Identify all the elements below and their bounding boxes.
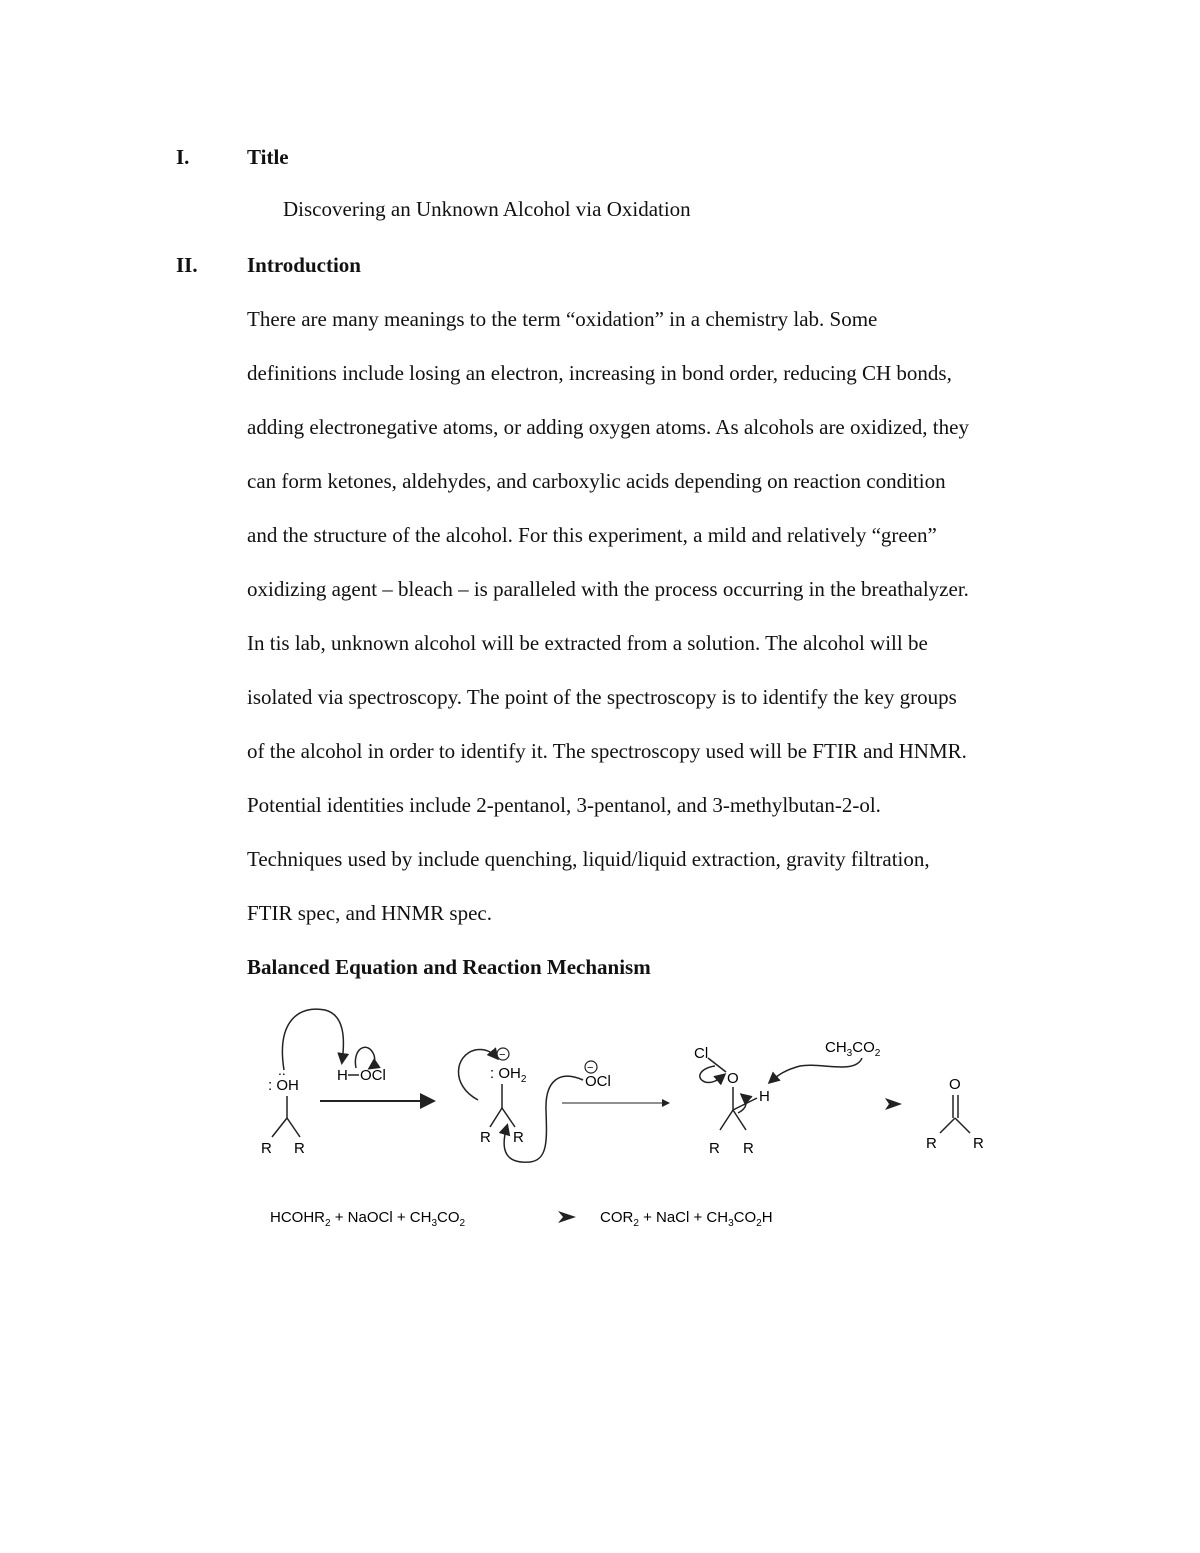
curved-arrow-bond-break bbox=[355, 1047, 374, 1068]
paragraph-line: of the alcohol in order to identify it. The spectroscopy used will be FTIR and HNMR. bbox=[247, 739, 967, 763]
curved-arrow-nucleophile bbox=[504, 1076, 583, 1162]
section-numeral-1: I. bbox=[176, 145, 190, 169]
charge-symbol: − bbox=[499, 1049, 506, 1061]
c-r-bond-right bbox=[287, 1118, 300, 1137]
equation-arrowhead bbox=[558, 1211, 576, 1223]
o-cl-bond bbox=[708, 1058, 726, 1072]
section-heading-introduction: Introduction bbox=[247, 253, 361, 277]
r-group-label: R bbox=[709, 1140, 720, 1157]
r-group-label: R bbox=[513, 1129, 524, 1146]
equation-products: $COR_2$ + NaCl + $CH_3CO_2H$ bbox=[600, 1209, 773, 1229]
mechanism-heading: Balanced Equation and Reaction Mechanism bbox=[247, 955, 651, 979]
reaction-arrowhead bbox=[885, 1098, 902, 1110]
document-subtitle: Discovering an Unknown Alcohol via Oxidation bbox=[283, 197, 691, 221]
r-group-label: R bbox=[261, 1140, 272, 1157]
hypochlorite-label: OCl bbox=[585, 1073, 611, 1090]
r-group-label: R bbox=[926, 1135, 937, 1152]
curved-arrow-deprotonation bbox=[770, 1058, 862, 1082]
section-heading-title: Title bbox=[247, 145, 289, 169]
paragraph-line: adding electronegative atoms, or adding oxygen atoms. As alcohols are oxidized, they bbox=[247, 415, 969, 439]
paragraph-line: can form ketones, aldehydes, and carboxylic acids depending on reaction condition bbox=[247, 469, 946, 493]
balanced-equation bbox=[270, 1209, 773, 1229]
c-r-bond-left bbox=[272, 1118, 287, 1137]
paragraph-line: and the structure of the alcohol. For this experiment, a mild and relatively “green” bbox=[247, 523, 937, 547]
r-group-label: R bbox=[973, 1135, 984, 1152]
oxygen-label: O bbox=[727, 1070, 739, 1087]
c-r-bond-left bbox=[940, 1118, 955, 1133]
paragraph-line: Potential identities include 2-pentanol, 3-pentanol, and 3-methylbutan-2-ol. bbox=[247, 793, 881, 817]
paragraph-line: There are many meanings to the term “oxidation” in a chemistry lab. Some bbox=[247, 307, 878, 331]
r-group-label: R bbox=[294, 1140, 305, 1157]
hydroxyl-label: : OH bbox=[268, 1077, 299, 1094]
r-group-label: R bbox=[480, 1129, 491, 1146]
structure-ketone bbox=[926, 1076, 984, 1152]
oxygen-label: O bbox=[949, 1076, 961, 1093]
oxonium-label: : $OH_2$ bbox=[490, 1065, 527, 1085]
paragraph-line: Techniques used by include quenching, liquid/liquid extraction, gravity filtration, bbox=[247, 847, 930, 871]
structure-alcohol bbox=[261, 1009, 386, 1157]
paragraph-line: FTIR spec, and HNMR spec. bbox=[247, 901, 492, 925]
paragraph-line: definitions include losing an electron, increasing in bond order, reducing CH bonds, bbox=[247, 361, 952, 385]
c-r-bond-right bbox=[502, 1108, 515, 1127]
hypochlorous-ocl-label: OCl bbox=[360, 1067, 386, 1084]
chlorine-label: Cl bbox=[694, 1045, 709, 1062]
paragraph-line: oxidizing agent – bleach – is paralleled with the process occurring in the breathalyzer. bbox=[247, 577, 969, 601]
hydrogen-label: H bbox=[759, 1088, 770, 1105]
structure-hypochlorite-ester bbox=[694, 1039, 881, 1157]
section-numeral-2: II. bbox=[176, 253, 198, 277]
curved-arrow-attack bbox=[282, 1009, 343, 1070]
r-group-label: R bbox=[743, 1140, 754, 1157]
lone-pair-dots: .. bbox=[278, 1062, 286, 1078]
c-r-bond-left bbox=[490, 1108, 502, 1127]
c-r-bond-right bbox=[955, 1118, 970, 1133]
hypochlorous-h-label: H bbox=[337, 1067, 348, 1084]
charge-symbol: − bbox=[587, 1062, 594, 1074]
acetate-label: $CH_3CO_2$ bbox=[825, 1039, 881, 1059]
structure-protonated-alcohol bbox=[458, 1048, 610, 1162]
paragraph-line: In tis lab, unknown alcohol will be extracted from a solution. The alcohol will be bbox=[247, 631, 928, 655]
paragraph-line: isolated via spectroscopy. The point of the spectroscopy is to identify the key groups bbox=[247, 685, 957, 709]
c-r-bond-left bbox=[720, 1110, 733, 1130]
equation-reactants: $HCOHR_2$ + NaOCl + $CH_3CO_2$ bbox=[270, 1209, 466, 1229]
